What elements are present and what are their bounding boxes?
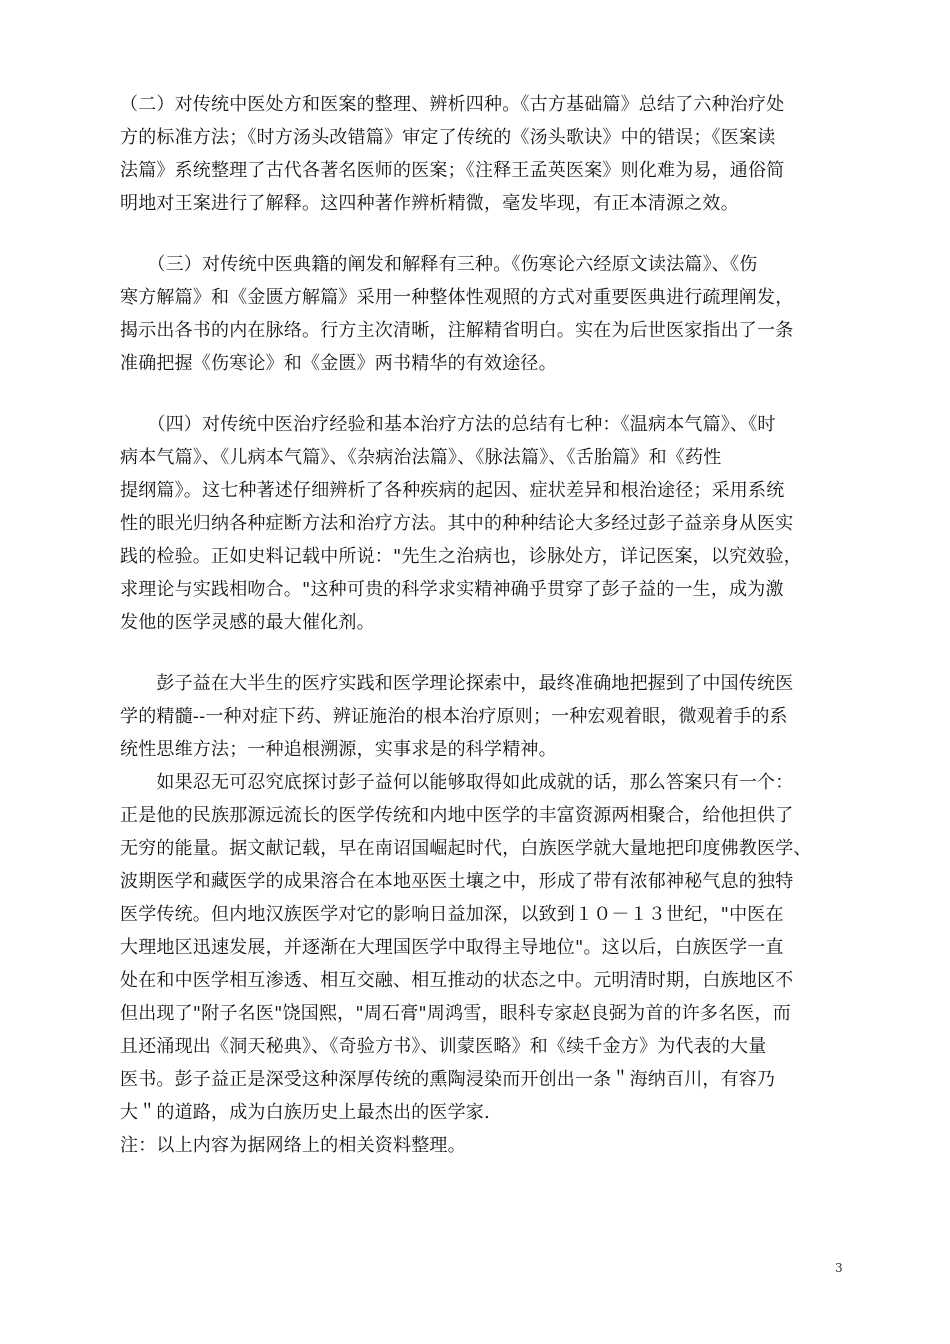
paragraph-classics [120,248,838,380]
text-line: 病本气篇》、《儿病本气篇》、《杂病治法篇》、《脉法篇》、《舌胎篇》和《药性 [120,447,722,468]
text-line: 彭子益在大半生的医疗实践和医学理论探索中，最终准确地把握到了中国传统医 [120,673,794,694]
text-line: 发他的医学灵感的最大催化剂。 [120,612,375,633]
text-line: 性的眼光归纳各种症断方法和治疗方法。其中的种种结论大多经过彭子益亲身从医实 [120,513,794,534]
text-line: 方的标准方法；《时方汤头改错篇》审定了传统的《汤头歌诀》中的错误；《医案读 [120,127,776,148]
text-line: 波期医学和藏医学的成果溶合在本地巫医土壤之中，形成了带有浓郁神秘气息的独特 [120,871,794,892]
paragraph-prescriptions [120,88,838,220]
text-line: 法篇》系统整理了古代各著名医师的医案；《注释王孟英医案》则化难为易，通俗简 [120,160,785,181]
text-line: 求理论与实践相吻合。"这种可贵的科学求实精神确乎贯穿了彭子益的一生，成为激 [120,579,784,600]
text-line: （四）对传统中医治疗经验和基本治疗方法的总结有七种：《温病本气篇》、《时 [120,414,776,435]
text-line: （二）对传统中医处方和医案的整理、辨析四种。《古方基础篇》总结了六种治疗处 [120,94,785,115]
text-line: 寒方解篇》和《金匮方解篇》采用一种整体性观照的方式对重要医典进行疏理阐发， [120,287,794,308]
text-line: 无穷的能量。据文献记载，早在南诏国崛起时代，白族医学就大量地把印度佛教医学、 [120,838,812,859]
footnote: 注：以上内容为据网络上的相关资料整理。 [120,1135,466,1156]
text-line: 准确把握《伤寒论》和《金匮》两书精华的有效途径。 [120,353,557,374]
text-line: 医学传统。但内地汉族医学对它的影响日益加深，以致到１０－１３世纪，"中医在 [120,904,784,925]
paragraph-treatment-methods [120,408,838,639]
text-line: 大理地区迅速发展，并逐渐在大理国医学中取得主导地位"。这以后，白族医学一直 [120,937,784,958]
text-line: 大＂的道路，成为白族历史上最杰出的医学家. [120,1102,490,1123]
page-number: 3 [835,1261,843,1275]
text-line: 揭示出各书的内在脉络。行方主次清晰，注解精省明白。实在为后世医家指出了一条 [120,320,794,341]
text-line: 处在和中医学相互渗透、相互交融、相互推动的状态之中。元明清时期，白族地区不 [120,970,794,991]
text-line: （三）对传统中医典籍的阐发和解释有三种。《伤寒论六经原文读法篇》、《伤 [120,254,758,275]
text-line: 学的精髓--一种对症下药、辨证施治的根本治疗原则；一种宏观着眼，微观着手的系 [120,706,788,727]
text-line: 统性思维方法；一种追根溯源，实事求是的科学精神。 [120,739,557,760]
text-line: 明地对王案进行了解释。这四种著作辨析精微，毫发毕现，有正本清源之效。 [120,193,739,214]
text-line: 且还涌现出《洞天秘典》、《奇验方书》、训蒙医略》和《续千金方》为代表的大量 [120,1036,767,1057]
text-line: 践的检验。正如史料记载中所说："先生之治病也，诊脉处方，详记医案，以究效验， [120,546,802,567]
text-line: 但出现了"附子名医"饶国熙，"周石膏"周鸿雪，眼科专家赵良弼为首的许多名医，而 [120,1003,791,1024]
text-line: 提纲篇》。这七种著述仔细辨析了各种疾病的起因、症状差异和根治途径；采用系统 [120,480,785,501]
paragraph-summary [120,667,838,1162]
text-line: 如果忍无可忍究底探讨彭子益何以能够取得如此成就的话，那么答案只有一个： [120,772,794,793]
text-line: 医书。彭子益正是深受这种深厚传统的熏陶浸染而开创出一条＂海纳百川，有容乃 [120,1069,776,1090]
text-line: 正是他的民族那源远流长的医学传统和内地中医学的丰富资源两相聚合，给他担供了 [120,805,794,826]
